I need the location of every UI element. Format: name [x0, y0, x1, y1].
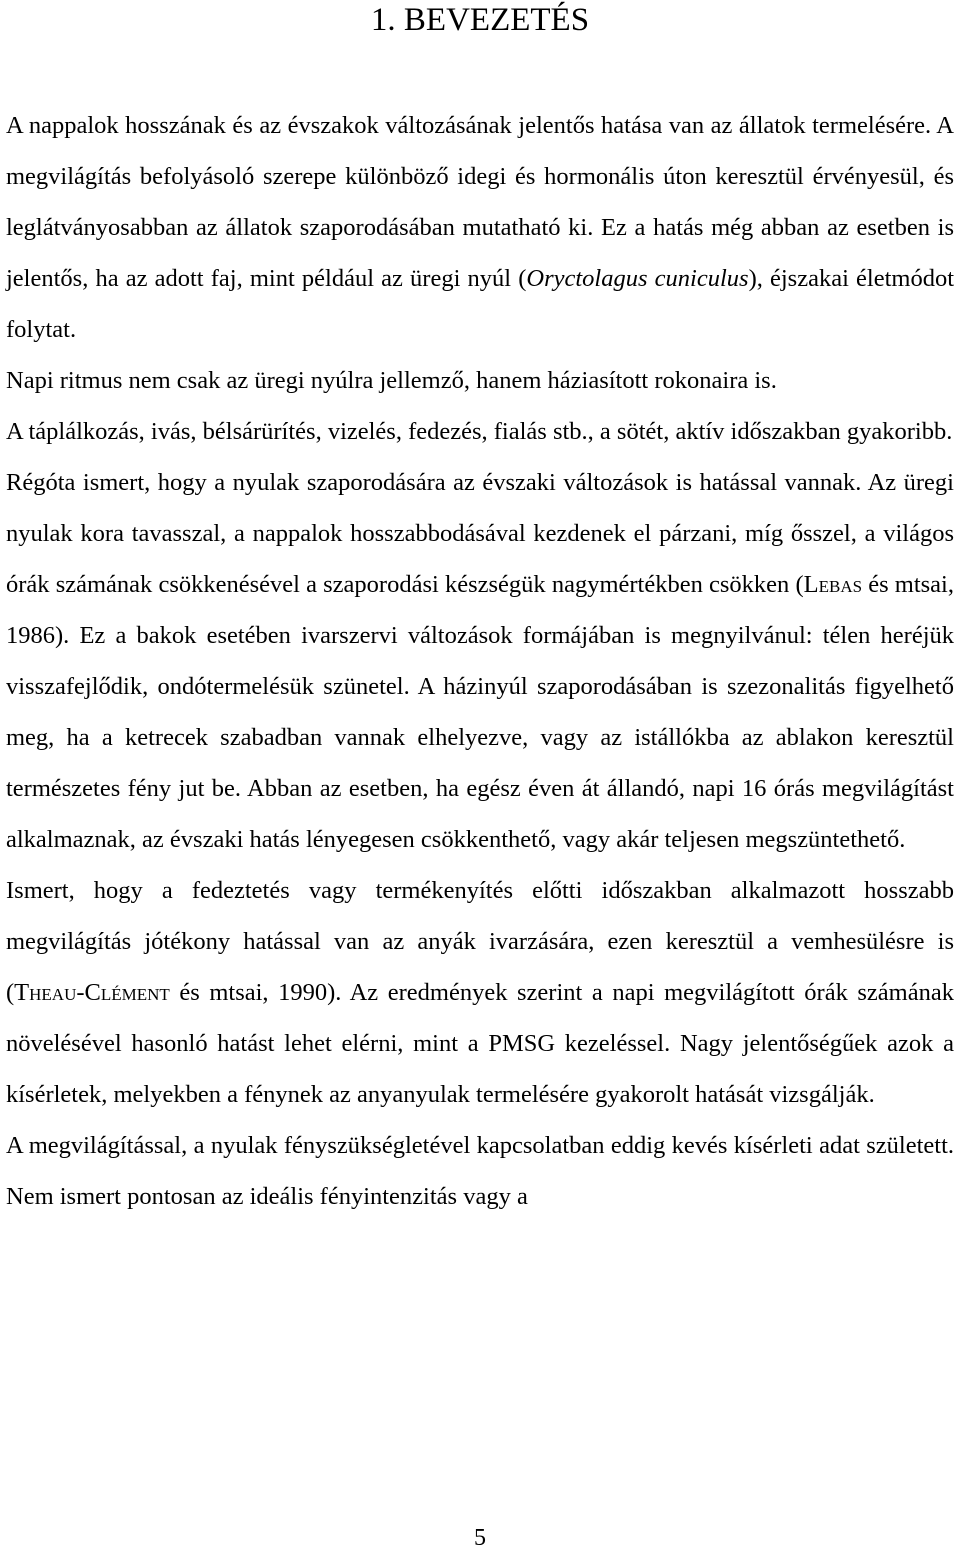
chapter-heading: 1. BEVEZETÉS [370, 2, 590, 38]
paragraph-1-text-b: ), éjszakai életmódot folytat. [6, 265, 954, 343]
paragraph-4-text-b: és mtsai, 1986). Ez a bakok esetében ivarszervi változások formájában is megnyilvánul: télen heréjük visszafejlődik, ondótermelésük szünetel. A házinyúl szaporodásában is szezonalitás figyelhető meg, ha a ketrecek szabadban vannak elhelyezve, vagy az istállókba az ablakon keresztül természetes fény jut be. Abban az esetben, ha egész éven át állandó, napi 16 órás megvilágítást alkalmaznak, az évszaki hatás lényegesen csökkenthető, vagy akár teljesen megszüntethető. [6, 571, 954, 853]
paragraph-3: A táplálkozás, ivás, bélsárürítés, vizelés, fedezés, fialás stb., a sötét, aktív időszakban gyakoribb. [6, 418, 953, 445]
citation-author: Theau-Clément [14, 979, 170, 1006]
paragraph-5-text-a: Ismert, hogy a fedeztetés vagy termékenyítés előtti időszakban alkalmazott hosszabb megvilágítás jótékony hatással van az anyák ivarzására, ezen keresztül a vemhesülésre is ( [6, 877, 954, 1006]
page-number: 5 [474, 1525, 486, 1551]
paragraph-4-text-a: Régóta ismert, hogy a nyulak szaporodására az évszaki változások is hatással vannak. Az üregi nyulak kora tavasszal, a nappalok hosszabbodásával kezdenek el párzani, míg ősszel, a világos órák számának csökkenésével a szaporodási készségük nagymértékben csökken ( [6, 469, 954, 598]
body-text [6, 100, 954, 1222]
paragraph-4 [6, 457, 954, 865]
species-name: Oryctolagus cuniculus [526, 265, 749, 292]
paragraph-2: Napi ritmus nem csak az üregi nyúlra jellemző, hanem háziasított rokonaira is. [6, 367, 777, 394]
paragraph-5-text-b: és mtsai, 1990). Az eredmények szerint a napi megvilágított órák számának növelésével hasonló hatást lehet elérni, mint a PMSG kezeléssel. Nagy jelentőségűek azok a kísérletek, melyekben a fénynek az anyanyulak termelésére gyakorolt hatását vizsgálják. [6, 979, 954, 1108]
paragraph-6: A megvilágítással, a nyulak fényszükségletével kapcsolatban eddig kevés kísérleti adat született. Nem ismert pontosan az ideális fényintenzitás vagy a [6, 1132, 954, 1210]
paragraph-1 [6, 100, 954, 355]
paragraph-1-text-a: A nappalok hosszának és az évszakok változásának jelentős hatása van az állatok termelésére. A megvilágítás befolyásoló szerepe különböző idegi és hormonális úton keresztül érvényesül, és leglátványosabban az állatok szaporodásában mutatható ki. Ez a hatás még abban az esetben is jelentős, ha az adott faj, mint például az üregi nyúl ( [6, 112, 954, 292]
citation-author: Lebas [803, 571, 863, 598]
paragraph-5 [6, 865, 954, 1120]
